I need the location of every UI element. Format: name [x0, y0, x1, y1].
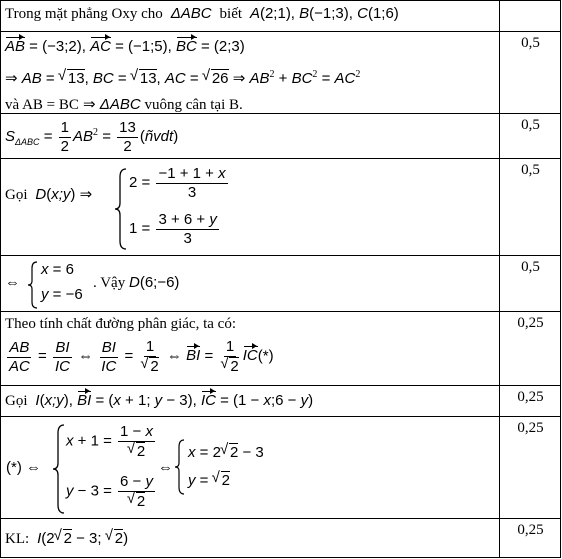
table-row — [0, 385, 561, 416]
goi-text: Gọi — [5, 393, 28, 409]
score: 0,5 — [521, 117, 540, 133]
point-i-vectors: Gọi I(x;y), BI = (x + 1; y − 3), IC = (1 − x;6 − y) — [5, 392, 314, 409]
table-row: (*) ⇔ x + 1 = 1 − x √ 2 y − 3 = 6 − y √ 2 ⇔ x = 2√ 2 − 3 y = √ 2 0,25 — [0, 416, 561, 518]
system-eq-1: 2 = $\frac{-1 + 1 + x}{3}$ — [129, 165, 226, 201]
solution-y: y = √ 2 — [188, 471, 230, 490]
conclusion-text-2: vuông cân tại B. — [144, 97, 243, 113]
table-row — [0, 113, 561, 158]
area-formula: $S_{\Delta ABC}$ = $\frac{1}{2}$ $AB^2$ = $\frac{13}{2}$ (ñvdt) — [5, 119, 179, 155]
statement-text-2: biết — [219, 6, 243, 22]
vay-text: . Vậy — [93, 275, 126, 291]
table-row: ⇔ x = 6 y = −6 . Vậy D(6;−6) 0,5 — [0, 255, 561, 311]
score: 0,5 — [521, 259, 540, 275]
score: 0,25 — [517, 315, 544, 331]
bisector-text: Theo tính chất đường phân giác, ta có: — [5, 316, 236, 332]
left-brace — [52, 423, 66, 515]
conclusion: KL: I(2√ 2 − 3; √ 2) — [5, 529, 495, 548]
kl-text: KL: — [5, 531, 30, 547]
left-brace — [174, 439, 186, 495]
left-brace — [114, 167, 128, 251]
conclusion-text: và AB = BC — [5, 97, 79, 113]
score: 0,25 — [517, 389, 544, 405]
score: 0,5 — [521, 162, 540, 178]
system-eq-1: x + 1 = 1 − x √ 2 — [66, 423, 157, 461]
goi-text: Gọi — [5, 187, 28, 203]
table-row — [0, 518, 561, 558]
statement-text: Trong mặt phẳng Oxy cho — [5, 6, 163, 22]
problem-statement: Trong mặt phẳng Oxy cho ΔABC biết A(2;1), B(−1;3), C(1;6) — [5, 5, 399, 22]
left-brace — [27, 261, 39, 309]
table-row — [0, 158, 561, 255]
score: 0,25 — [517, 420, 544, 436]
table-row: Theo tính chất đường phân giác, ta có: $\frac{AB}{AC}$ = $\frac{BI}{IC}$ ⇔ $\frac{BI}{IC}$ = 1 √ 2 ⇔ BI = 1 √ 2 IC(*) 0,25 — [0, 311, 561, 385]
solution-x: x = 2√ 2 − 3 — [188, 443, 264, 462]
point-d-label: Gọi D(x;y) ⇒ — [5, 186, 93, 203]
table-row: AB = (−3;2), AC = (−1;5), BC = (2;3) ⇒ AB = √ 13, BC = √ 13, AC = √ 26 ⇒ $AB^2 + BC^2 = AC^2$ và AB = BC ⇒ ΔABC vuông cân tại B. 0,5 — [0, 31, 561, 113]
score: 0,5 — [521, 35, 540, 51]
table-row — [0, 0, 561, 31]
score: 0,25 — [517, 522, 544, 538]
system-eq-2: y − 3 = 6 − y √ 2 — [66, 473, 157, 511]
unit-text: ñvdt — [144, 127, 174, 145]
system-eq-2: 1 = $\frac{3 + 6 + y}{3}$ — [129, 211, 217, 247]
